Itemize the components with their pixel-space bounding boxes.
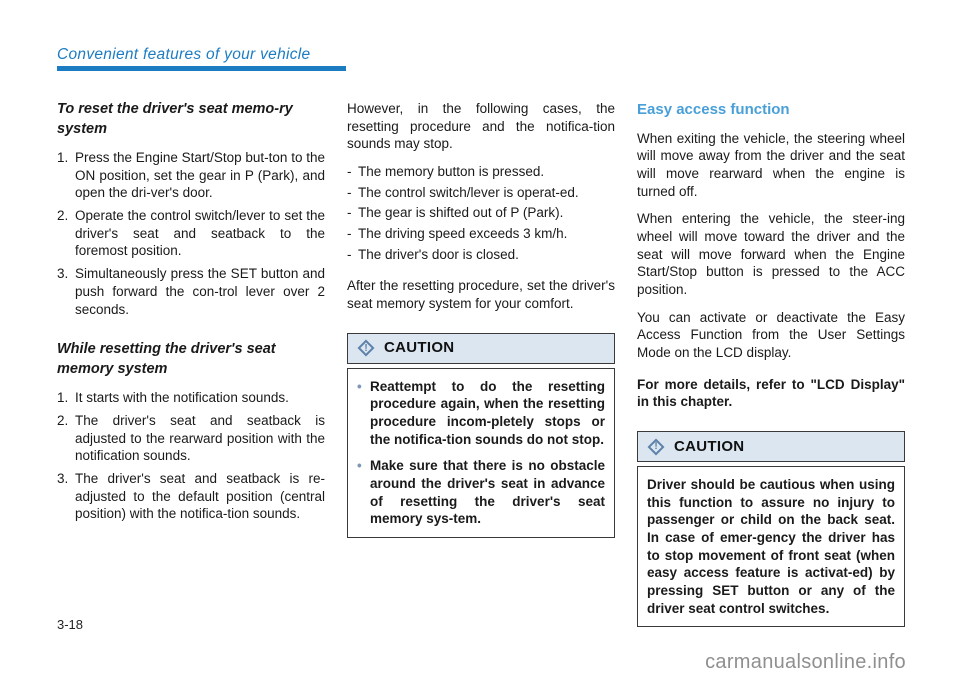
caution-body	[347, 368, 615, 538]
caution-box	[347, 333, 615, 538]
content-columns	[57, 100, 905, 627]
section-heading-while-resetting: While resetting the driver's seat memory system	[57, 341, 276, 377]
dash-marker: -	[347, 164, 352, 180]
caution-body	[637, 466, 905, 627]
dash-marker: -	[347, 246, 352, 262]
list-number: 3.	[57, 266, 69, 282]
paragraph: However, in the following cases, the resetting procedure and the notifica-tion sounds may stop.	[347, 101, 615, 152]
list-item	[347, 184, 615, 202]
paragraph: When exiting the vehicle, the steering wheel will move away from the driver and the seat will move rearward when the engine is turned off.	[637, 130, 905, 199]
column-stop-conditions	[347, 100, 615, 627]
list-item	[357, 378, 605, 449]
bullet-marker: •	[357, 378, 362, 394]
paragraph: After the resetting procedure, set the driver's seat memory system for your comfort.	[347, 278, 615, 312]
list-text: The driving speed exceeds 3 km/h.	[358, 226, 568, 242]
section-heading-reset-memory: To reset the driver's seat memo-ry system	[57, 101, 293, 137]
section-heading-easy-access: Easy access function	[637, 101, 790, 118]
column-easy-access	[637, 100, 905, 627]
list-item	[347, 163, 615, 181]
dash-marker: -	[347, 184, 352, 200]
list-item	[57, 149, 325, 202]
list-text: The driver's seat and seatback is adjusted to the rearward position with the notification sounds.	[75, 412, 325, 464]
list-number: 2.	[57, 412, 69, 428]
list-number: 1.	[57, 390, 69, 406]
list-text: The driver's door is closed.	[358, 246, 519, 262]
caution-header	[637, 431, 905, 462]
dash-marker: -	[347, 205, 352, 221]
list-text: Simultaneously press the SET button and push forward the con-trol lever over 2 seconds.	[75, 266, 325, 317]
list-item	[57, 470, 325, 523]
page-number: 3-18	[57, 617, 84, 632]
watermark: carmanualsonline.info	[705, 651, 906, 673]
list-text: The driver's seat and seatback is re-adjusted to the default position (central position) with the notifica-tion sounds.	[75, 470, 325, 522]
bullet-marker: •	[357, 458, 362, 474]
list-item	[347, 225, 615, 243]
paragraph: You can activate or deactivate the Easy Access Function from the User Settings Mode on the LCD display.	[637, 309, 905, 361]
caution-diamond-icon: !	[356, 338, 376, 358]
list-number: 1.	[57, 150, 69, 166]
caution-text: Driver should be cautious when using this function to assure no injury to passenger or child on the back seat. In case of emer-gency the driver has to stop movement of front seat (when easy access feature is activat-ed) by pressing SET button or any of the driver seat control switches.	[647, 477, 895, 616]
list-text: Make sure that there is no obstacle around the driver's seat in advance of resetting the driver's seat memory sys-tem.	[370, 458, 605, 527]
list-item	[347, 246, 615, 264]
list-item	[357, 457, 605, 528]
caution-title: CAUTION	[674, 437, 745, 455]
header-accent-bar	[57, 66, 346, 71]
caution-title: CAUTION	[384, 339, 455, 357]
column-reset-procedure	[57, 100, 325, 627]
caution-box	[637, 431, 905, 627]
paragraph: When entering the vehicle, the steer-ing wheel will move toward the driver and the seat will move forward when the Engine Start/Stop button is pressed to the ACC position.	[637, 211, 905, 298]
dash-marker: -	[347, 226, 352, 242]
chapter-header: Convenient features of your vehicle	[57, 46, 311, 63]
list-number: 3.	[57, 470, 69, 486]
list-number: 2.	[57, 208, 69, 224]
caution-header	[347, 333, 615, 364]
list-item	[57, 389, 325, 407]
reference-note: For more details, refer to "LCD Display" in this chapter.	[637, 376, 905, 410]
list-text: It starts with the notification sounds.	[75, 390, 289, 406]
list-text: The memory button is pressed.	[358, 164, 545, 180]
list-text: Press the Engine Start/Stop but-ton to the ON position, set the gear in P (Park), and open the dri-ver's door.	[75, 150, 325, 201]
list-item	[57, 265, 325, 318]
list-text: The control switch/lever is operat-ed.	[358, 184, 579, 200]
list-item	[57, 207, 325, 260]
caution-diamond-icon: !	[646, 437, 666, 457]
list-item	[347, 204, 615, 222]
list-item	[57, 412, 325, 465]
list-text: Reattempt to do the resetting procedure again, when the resetting procedure incom-pletely stops or the notifica-tion sounds do not stop.	[370, 378, 605, 447]
list-text: Operate the control switch/lever to set the driver's seat and seatback to the foremost position.	[75, 208, 325, 259]
list-text: The gear is shifted out of P (Park).	[358, 205, 564, 221]
